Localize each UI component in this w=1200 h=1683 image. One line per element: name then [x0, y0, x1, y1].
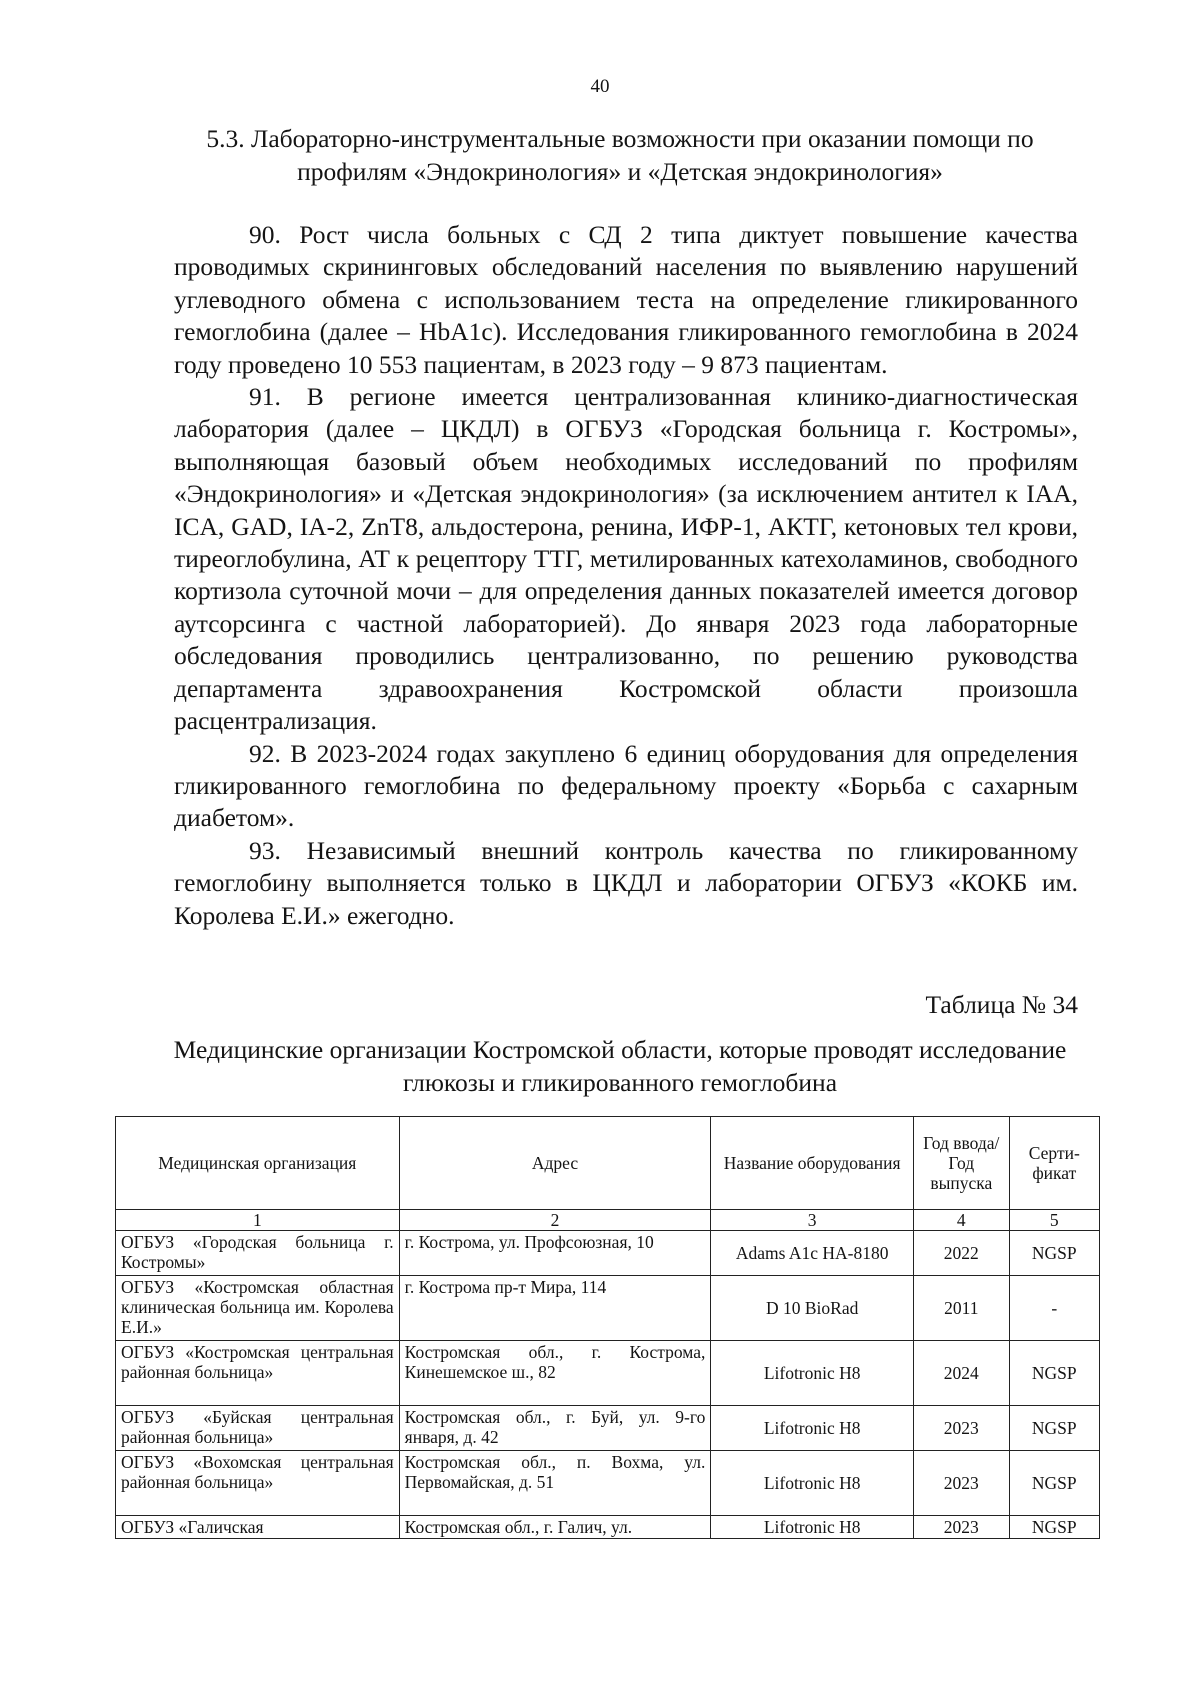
address-cell: г. Кострома пр-т Мира, 114: [399, 1276, 711, 1341]
table-row: [116, 1276, 1100, 1341]
page-number: 40: [590, 76, 610, 97]
table-row: [116, 1231, 1100, 1276]
equipment-cell: D 10 BioRad: [711, 1276, 914, 1341]
certificate-cell: NGSP: [1009, 1231, 1099, 1276]
table-row: [116, 1516, 1100, 1539]
certificate-cell: NGSP: [1009, 1341, 1099, 1406]
paragraph-93: 93. Независимый внешний контроль качества по гликированному гемоглобину выполняется только в ЦКДЛ и лаборатории ОГБУЗ «КОКБ им. Королева Е.И.» ежегодно.: [174, 835, 1078, 930]
table-title: Медицинские организации Костромской области, которые проводят исследование глюкозы и гликированного гемоглобина: [173, 1035, 1067, 1097]
organization-cell: ОГБУЗ «Буйская центральная районная больница»: [116, 1406, 400, 1451]
column-number-row: [116, 1210, 1100, 1231]
paragraph-91: 91. В регионе имеется централизованная клинико-диагностическая лаборатория (далее – ЦКДЛ) в ОГБУЗ «Городская больница г. Костромы», выполняющая базовый объем необходимых исследований по профилям «Эндокринология» и «Детская эндокринология» (за исключением антител к IAA, ICA, GAD, IA-2, ZnT8, альдостерона, ренина, ИФР-1, АКТГ, кетоновых тел крови, тиреоглобулина, АТ к рецептору ТТГ, метилированных катехоламинов, свободного кортизола суточной мочи – для определения данных показателей имеется договор аутсорсинга с частной лабораторией). До января 2023 года лабораторные обследования проводились централизованно, по решению руководства департамента здравоохранения Костромской области произошла расцентрализация.: [174, 382, 1078, 736]
year-cell: 2024: [913, 1341, 1009, 1406]
header-year: Год ввода/ Год выпуска: [913, 1117, 1009, 1210]
address-cell: г. Кострома, ул. Профсоюзная, 10: [399, 1231, 711, 1276]
header-organization: Медицинская организация: [116, 1117, 400, 1210]
organization-cell: ОГБУЗ «Костромская областная клиническая больница им. Королева Е.И.»: [116, 1276, 400, 1341]
year-cell: 2011: [913, 1276, 1009, 1341]
column-number: 1: [116, 1210, 400, 1231]
year-cell: 2023: [913, 1516, 1009, 1539]
table-header-row: [116, 1117, 1100, 1210]
address-cell: Костромская обл., г. Кострома, Кинешемское ш., 82: [399, 1341, 711, 1406]
organization-cell: ОГБУЗ «Костромская центральная районная больница»: [116, 1341, 400, 1406]
header-certificate: Серти-фикат: [1009, 1117, 1099, 1210]
table-row: [116, 1451, 1100, 1516]
year-cell: 2023: [913, 1451, 1009, 1516]
organizations-table: [115, 1116, 1100, 1539]
year-cell: 2023: [913, 1406, 1009, 1451]
equipment-cell: Lifotronic H8: [711, 1341, 914, 1406]
equipment-cell: Lifotronic H8: [711, 1406, 914, 1451]
equipment-cell: Adams A1c HA-8180: [711, 1231, 914, 1276]
year-cell: 2022: [913, 1231, 1009, 1276]
certificate-cell: NGSP: [1009, 1451, 1099, 1516]
address-cell: Костромская обл., п. Вохма, ул. Первомайская, д. 51: [399, 1451, 711, 1516]
equipment-cell: Lifotronic H8: [711, 1451, 914, 1516]
table-label: Таблица № 34: [925, 990, 1078, 1019]
table-row: [116, 1406, 1100, 1451]
certificate-cell: -: [1009, 1276, 1099, 1341]
address-cell: Костромская обл., г. Буй, ул. 9-го января, д. 42: [399, 1406, 711, 1451]
paragraph-90: 90. Рост числа больных с СД 2 типа диктует повышение качества проводимых скрининговых обследований населения по выявлению нарушений углеводного обмена с использованием теста на определение гликированного гемоглобина (далее – HbA1c). Исследования гликированного гемоглобина в 2024 году проведено 10 553 пациентам, в 2023 году – 9 873 пациентам.: [174, 220, 1078, 379]
certificate-cell: NGSP: [1009, 1406, 1099, 1451]
column-number: 3: [711, 1210, 914, 1231]
column-number: 5: [1009, 1210, 1099, 1231]
address-cell: Костромская обл., г. Галич, ул.: [399, 1516, 711, 1539]
section-title: 5.3. Лабораторно-инструментальные возможности при оказании помощи по профилям «Эндокринология» и «Детская эндокринология»: [206, 124, 1034, 186]
column-number: 2: [399, 1210, 711, 1231]
header-address: Адрес: [399, 1117, 711, 1210]
body-text: [174, 219, 1078, 932]
equipment-cell: Lifotronic H8: [711, 1516, 914, 1539]
column-number: 4: [913, 1210, 1009, 1231]
organization-cell: ОГБУЗ «Вохомская центральная районная больница»: [116, 1451, 400, 1516]
organization-cell: ОГБУЗ «Галичская: [116, 1516, 400, 1539]
certificate-cell: NGSP: [1009, 1516, 1099, 1539]
header-equipment: Название оборудования: [711, 1117, 914, 1210]
organization-cell: ОГБУЗ «Городская больница г. Костромы»: [116, 1231, 400, 1276]
table-row: [116, 1341, 1100, 1406]
paragraph-92: 92. В 2023-2024 годах закуплено 6 единиц оборудования для определения гликированного гемоглобина по федеральному проекту «Борьба с сахарным диабетом».: [174, 738, 1078, 833]
